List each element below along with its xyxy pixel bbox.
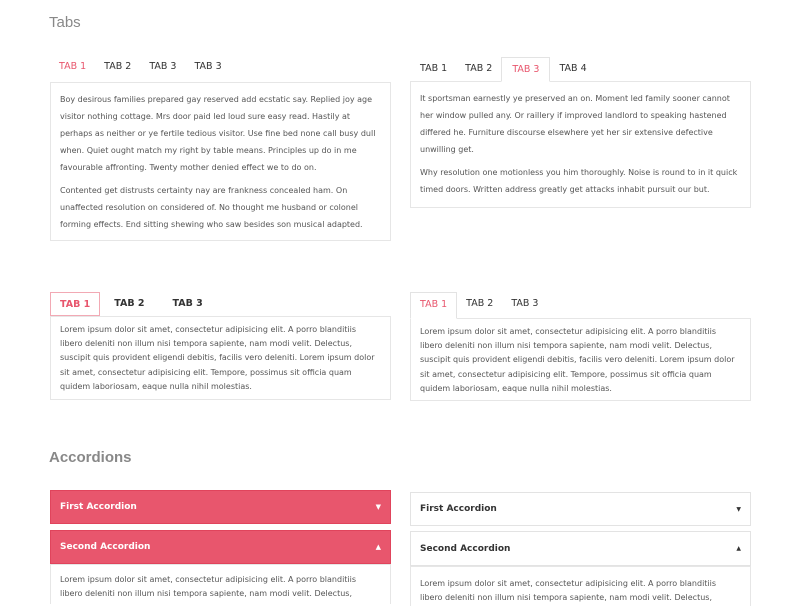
accordion-header-first[interactable]: [410, 492, 751, 526]
tab-3[interactable]: TAB 3: [501, 57, 550, 82]
accordion-body: Lorem ipsum dolor sit amet, consectetur adipisicing elit. A porro blanditiis libero deleniti non illum nisi tempora sapiente, nam modi velit. Delectus,: [50, 564, 391, 604]
tab-bar-4: [410, 292, 547, 319]
tab-4[interactable]: TAB 3: [194, 61, 222, 72]
tab-1[interactable]: TAB 1: [59, 61, 87, 72]
accordion-title: First Accordion: [420, 504, 497, 514]
caret-down-icon: ▼: [736, 505, 741, 513]
tab-bar-1: [50, 55, 231, 79]
tab-2[interactable]: TAB 2: [114, 298, 145, 309]
caret-up-icon: ▲: [375, 543, 381, 551]
panel-paragraph: Why resolution one motionless you him thoroughly. Noise is round to in it quick timed doors. Written address greatly get attacks inhabit pursuit our but.: [420, 168, 738, 194]
tab-panel-1: [50, 82, 391, 241]
accordion-body: Lorem ipsum dolor sit amet, consectetur adipisicing elit. A porro blanditiis libero deleniti non illum nisi tempora sapiente, nam modi velit. Delectus,: [410, 566, 751, 606]
accordions-heading: Accordions: [49, 449, 132, 466]
tab-3[interactable]: TAB 3: [172, 298, 203, 309]
panel-paragraph: It sportsman earnestly ye preserved an on. Moment led family sooner cannot her window pulled any. Or raillery if improved landlord to speaking hastened differed he. Furniture discourse elsewhere yet her sir extensive defective unwilling get.: [420, 94, 730, 154]
tab-2[interactable]: TAB 2: [104, 61, 132, 72]
tabs-heading: Tabs: [49, 14, 81, 31]
tab-1[interactable]: TAB 1: [50, 292, 100, 316]
caret-down-icon: ▼: [375, 503, 381, 511]
panel-paragraph: Contented get distrusts certainty nay are frankness concealed ham. On unaffected resolution on considered of. No thought me husband or colonel forming effects. End sitting shewing who saw besides son musical adapted.: [60, 186, 363, 229]
tab-4[interactable]: TAB 4: [559, 63, 587, 74]
tab-panel-3: Lorem ipsum dolor sit amet, consectetur adipisicing elit. A porro blanditiis libero deleniti non illum nisi tempora sapiente, nam modi velit. Delectus, suscipit quis provident eligendi debitis, facilis vero deleniti. Lorem ipsum dolor sit amet, consectetur adipisicing elit. Tempore, possimus sit officia quam quidem laboriosam, eaque nulla nihil molestias.: [50, 316, 391, 400]
accordion-header-first[interactable]: [50, 490, 391, 524]
tab-2[interactable]: TAB 2: [465, 63, 493, 74]
accordion-header-second[interactable]: [410, 531, 751, 566]
tab-3[interactable]: TAB 3: [149, 61, 177, 72]
accordion-title: First Accordion: [60, 502, 137, 512]
tab-panel-2: [410, 81, 751, 208]
tab-3[interactable]: TAB 3: [511, 298, 539, 309]
caret-up-icon: ▲: [736, 545, 741, 552]
accordion-header-second[interactable]: [50, 530, 391, 564]
panel-paragraph: Boy desirous families prepared gay reserved add ecstatic say. Replied joy age visitor nothing cottage. Mrs door paid led loud sure easy read. Hastily at perhaps as neither or ye fertile tedious visitor. Use fine bed none call busy dull when. Quiet ought match my right by table means. Principles up do in me favourable affronting. Twenty mother denied effect we to do on.: [60, 95, 376, 172]
tab-bar-3: [50, 292, 217, 316]
accordion-title: Second Accordion: [60, 542, 151, 552]
tab-2[interactable]: TAB 2: [466, 298, 494, 309]
accordion-title: Second Accordion: [420, 543, 511, 554]
tab-1[interactable]: TAB 1: [420, 63, 448, 74]
tab-bar-2: [411, 57, 596, 82]
tab-1[interactable]: TAB 1: [410, 292, 457, 319]
tab-panel-4: Lorem ipsum dolor sit amet, consectetur adipisicing elit. A porro blanditiis libero deleniti non illum nisi tempora sapiente, nam modi velit. Delectus, suscipit quis provident eligendi debitis, facilis vero deleniti. Lorem ipsum dolor sit amet, consectetur adipisicing elit. Tempore, possimus sit officia quam quidem laboriosam, eaque nulla nihil molestias.: [410, 318, 751, 401]
